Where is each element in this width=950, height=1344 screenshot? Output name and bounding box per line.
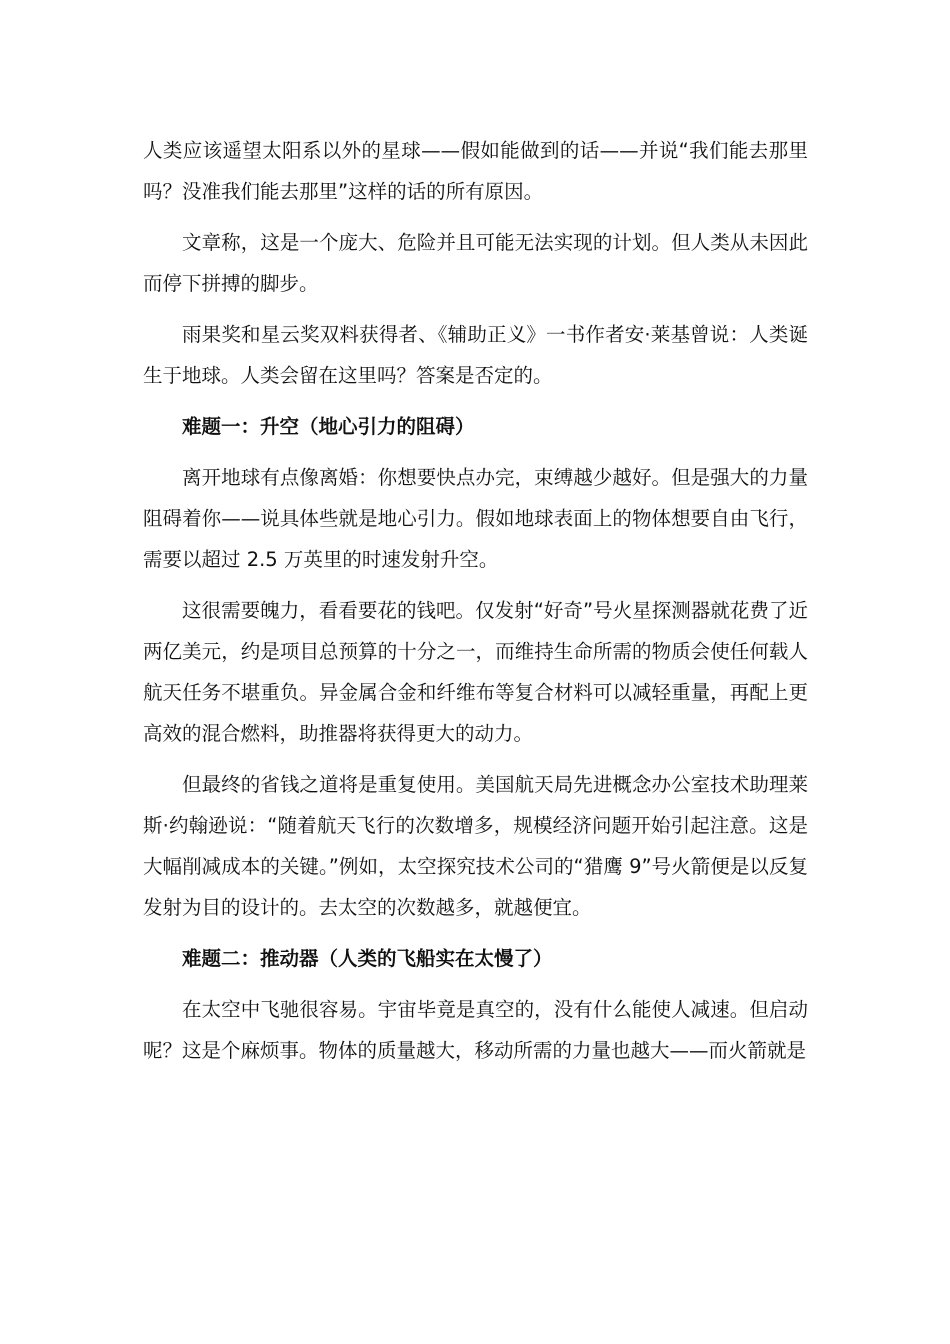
paragraph-propulsion: 在太空中飞驰很容易。宇宙毕竟是真空的，没有什么能使人减速。但启动呢？这是个麻烦事。物体的质量越大，移动所需的力量也越大——而火箭就是	[143, 998, 808, 1062]
paragraph-huge-plan: 文章称，这是一个庞大、危险并且可能无法实现的计划。但人类从未因此而停下拼搏的脚步。	[143, 231, 808, 295]
paragraph-ann-leckie-quote: 雨果奖和星云奖双料获得者、《辅助正义》一书作者安·莱基曾说：人类诞生于地球。人类会留在这里吗？答案是否定的。	[143, 323, 808, 387]
document-page	[143, 130, 808, 1081]
paragraph-leaving-earth: 离开地球有点像离婚：你想要快点办完，束缚越少越好。但是强大的力量阻碍着你——说具体些就是地心引力。假如地球表面上的物体想要自由飞行，需要以超过 2.5 万英里的时速发射升空。	[143, 466, 808, 571]
paragraph-reuse: 但最终的省钱之道将是重复使用。美国航天局先进概念办公室技术助理莱斯·约翰逊说：“随着航天飞行的次数增多，规模经济问题开始引起注意。这是大幅削减成本的关键。”例如，太空探究技术公司的“猎鹰 9”号火箭便是以反复发射为目的设计的。去太空的次数越多，就越便宜。	[143, 773, 808, 919]
paragraph-reasons: 人类应该遥望太阳系以外的星球——假如能做到的话——并说“我们能去那里吗？没准我们能去那里”这样的话的所有原因。	[143, 139, 808, 203]
paragraph-launch-cost: 这很需要魄力，看看要花的钱吧。仅发射“好奇”号火星探测器就花费了近两亿美元，约是项目总预算的十分之一，而维持生命所需的物质会使任何载人航天任务不堪重负。异金属合金和纤维布等复合材料可以减轻重量，再配上更高效的混合燃料，助推器将获得更大的动力。	[143, 599, 808, 745]
heading-challenge-one: 难题一：升空（地心引力的阻碍）	[182, 415, 475, 438]
heading-challenge-two: 难题二：推动器（人类的飞船实在太慢了）	[182, 947, 553, 970]
